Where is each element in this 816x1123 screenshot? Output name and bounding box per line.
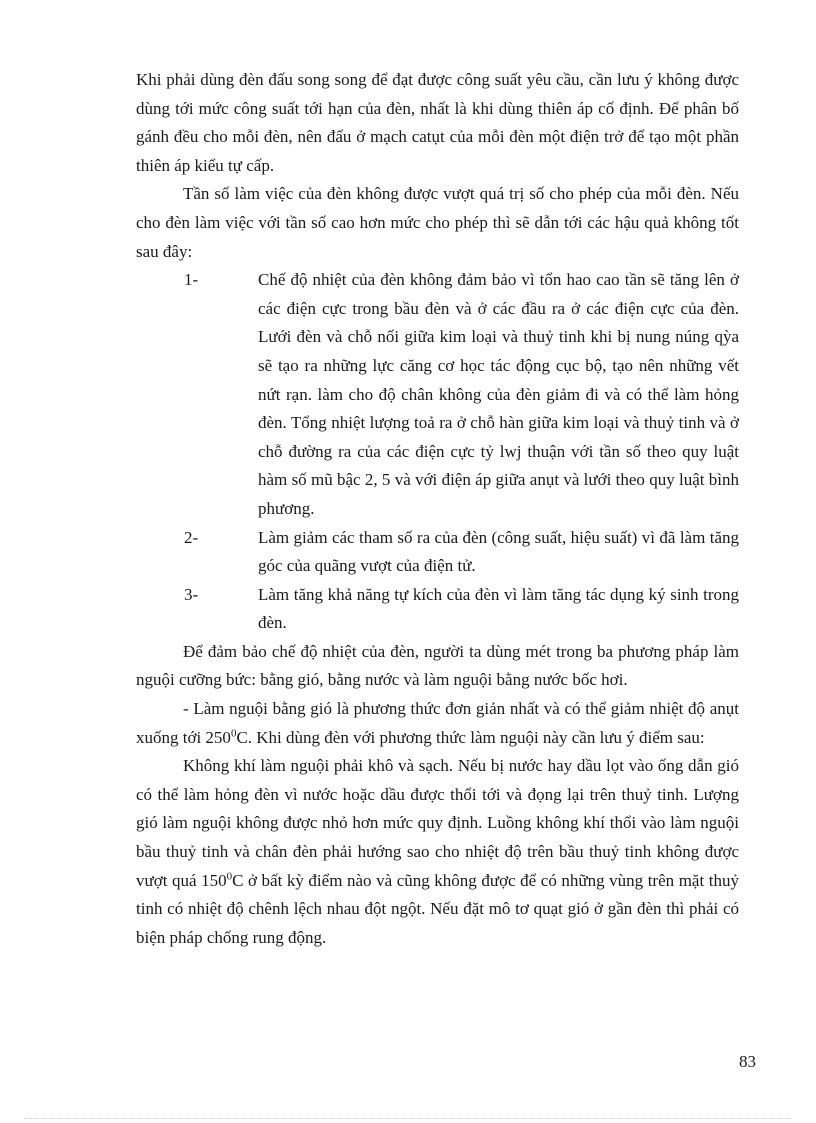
list-text: Chế độ nhiệt của đèn không đảm bảo vì tổn hao cao tần sẽ tăng lên ở các điện cực trong bầu đèn và ở các đầu ra ở các điện cực của đèn. Lưới đèn và chỗ nối giữa kim loại và thuỷ tinh khi bị nung núng qỳa sẽ tạo ra những lực căng cơ học tác động cục bộ, tạo nên những vết nứt rạn. làm cho độ chân không của đèn giảm đi và có thể làm hỏng đèn. Tổng nhiệt lượng toả ra ở chỗ hàn giữa kim loại và thuỷ tinh và ở chỗ đường ra của các điện cực tỷ lwj thuận với tần số theo quy luật hàm số mũ bậc 2, 5 và với điện áp giữa anụt và lưới theo quy luật bình phương.: [258, 270, 739, 518]
air-requirements-text-start: Không khí làm nguội phải khô và sạch. Nếu bị nước hay dầu lọt vào ống dẫn gió có thể làm hỏng đèn vì nước hoặc dầu được thổi tới và đọng lại trên thuỷ tinh. Lượng gió làm nguội không được nhỏ hơn mức quy định. Luồng không khí thổi vào làm nguội bầu thuỷ tinh và chân đèn phải hướng sao cho nhiệt độ trên bầu thuỷ tinh không được vượt quá 150: [136, 756, 739, 890]
list-item: [136, 524, 739, 581]
page-number: 83: [739, 1052, 756, 1071]
air-cooling-text-start: - Làm nguội bằng gió là phương thức đơn giản nhất và có thể giảm nhiệt độ anụt xuống tới 250: [136, 699, 739, 747]
list-number: 1-: [184, 270, 199, 290]
paragraph-parallel-tubes: Khi phải dùng đèn đấu song song để đạt được công suất yêu cầu, cần lưu ý không được dùng tới mức công suất tới hạn của đèn, nhất là khi dùng thiên áp cố định. Để phân bố gánh đều cho mỗi đèn, nên đấu ở mạch catụt của mỗi đèn một điện trở để tạo một phần thiên áp kiểu tự cấp.: [136, 70, 739, 175]
air-requirements-text-end: C ở bất kỳ điểm nào và cũng không được để có những vùng trên mặt thuỷ tinh có nhiệt độ chênh lệch nhau đột ngột. Nếu đặt mô tơ quạt gió ở gần đèn thì phải có biện pháp chống rung động.: [136, 870, 739, 947]
paragraph-air-cooling: [136, 695, 739, 752]
body-text: [136, 66, 739, 952]
air-cooling-text-end: C. Khi dùng đèn với phương thức làm nguội này cần lưu ý điểm sau:: [236, 727, 705, 747]
list-number: 3-: [184, 584, 199, 604]
list-number: 2-: [184, 527, 199, 547]
list-item: [136, 581, 739, 638]
list-text: Làm tăng khả năng tự kích của đèn vì làm tăng tác dụng ký sinh trong đèn.: [258, 584, 739, 633]
degree-superscript: 0: [230, 727, 237, 739]
paragraph-cooling-methods: Để đảm bảo chế độ nhiệt của đèn, người ta dùng mét trong ba phương pháp làm nguội cưỡng bức: bằng gió, bằng nước và làm nguội bằng nước bốc hơi.: [136, 641, 739, 690]
list-text: Làm giảm các tham số ra của đèn (công suất, hiệu suất) vì đã làm tăng góc của quãng vượt của điện tử.: [258, 527, 739, 576]
list-item: [136, 266, 739, 523]
paragraph-air-requirements: [136, 752, 739, 952]
degree-superscript: 0: [226, 869, 233, 882]
paragraph-operating-frequency: Tần số làm việc của đèn không được vượt quá trị số cho phép của mỗi đèn. Nếu cho đèn làm việc với tần số cao hơn mức cho phép thì sẽ dẫn tới các hậu quả không tốt sau đây:: [136, 184, 739, 261]
page-bottom-divider: [24, 1118, 792, 1119]
